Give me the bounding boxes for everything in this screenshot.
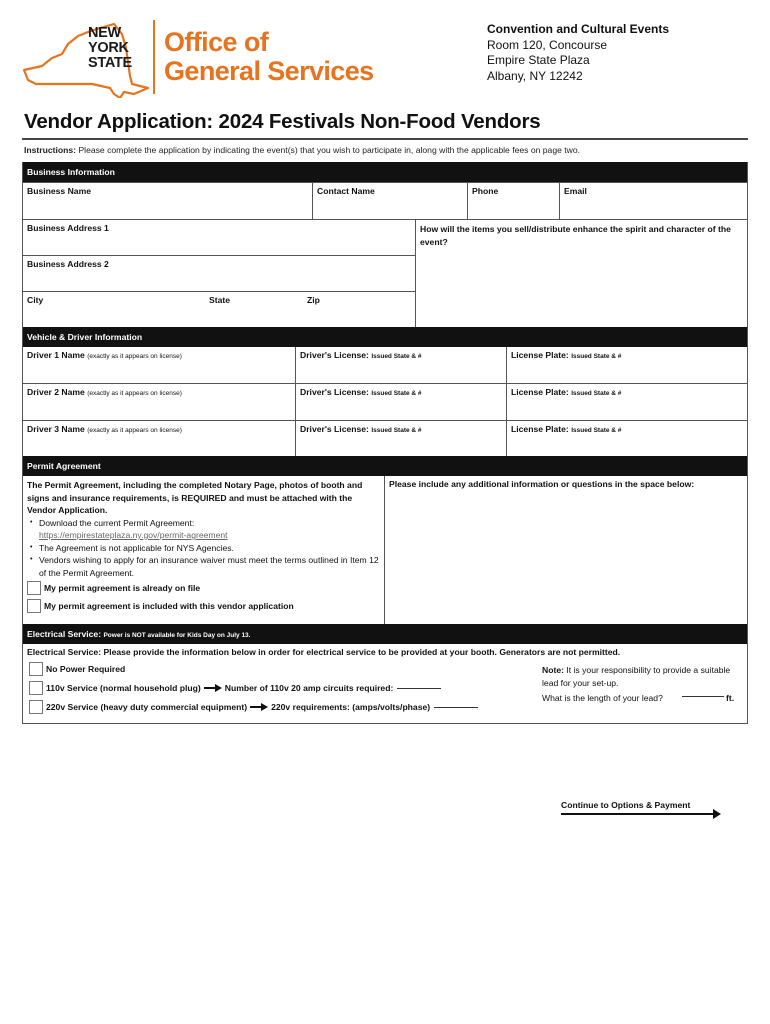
driver-name-label: Driver 1 Name [27,350,85,360]
city-label: City [27,295,44,305]
lead-note [542,664,742,689]
address-line3: Albany, NY 12242 [487,68,583,83]
driver-3-name-field[interactable] [23,421,296,456]
license-plate-hint: Issued State & # [571,353,622,360]
permit-section-header: Permit Agreement [23,456,747,476]
nys-ogs-logo [22,20,402,100]
office-name-line1: Office of [164,27,269,57]
state-label: State [209,295,231,305]
driver-license-hint: Issued State & # [371,390,422,397]
vendor-form [22,162,748,724]
title-divider [22,138,748,140]
110v-checkbox[interactable] [29,681,43,695]
permit-details [23,476,385,624]
driver-2-name-field[interactable] [23,384,296,420]
city-field[interactable] [23,292,205,327]
no-power-label: No Power Required [46,664,126,674]
driver-name-label: Driver 2 Name [27,387,85,397]
driver-name-hint: (exactly as it appears on license) [87,427,182,434]
instructions [24,145,580,155]
permit-on-file-label: My permit agreement is already on file [44,583,201,593]
driver-row-2 [23,383,747,420]
address-dept: Convention and Cultural Events [487,22,670,36]
email-field[interactable] [560,183,747,219]
driver-1-license-field[interactable] [296,347,507,383]
driver-name-hint: (exactly as it appears on license) [87,390,182,397]
110v-circuits-label: Number of 110v 20 amp circuits required: [224,683,394,693]
lead-length-question: What is the length of your lead? [542,693,663,703]
office-name-line2: General Services [164,56,374,86]
arrow-right-icon [204,684,222,692]
additional-info-field[interactable] [385,476,747,624]
business-address2-label: Business Address 2 [27,259,109,269]
continue-to-payment-link[interactable]: Continue to Options & Payment [561,800,691,810]
license-plate-label: License Plate: [511,350,569,360]
state-word-2: YORK [88,40,129,56]
driver-2-plate-field[interactable] [507,384,747,420]
permit-row [23,476,747,624]
electrical-intro-label: Electrical Service: [27,647,102,657]
zip-label: Zip [307,295,320,305]
driver-license-hint: Issued State & # [371,427,422,434]
driver-license-label: Driver's License: [300,387,369,397]
continue-arrow-line [561,813,713,815]
permit-on-file-option [27,581,380,595]
business-name-label: Business Name [27,186,92,196]
state-field[interactable] [205,292,303,327]
contact-name-label: Contact Name [317,186,375,196]
note-text: It is your responsibility to provide a suitable lead for your set-up. [542,665,731,688]
arrow-right-icon [250,703,268,711]
business-row-1 [23,182,747,219]
new-york-state-map-icon [22,22,152,98]
business-section-header: Business Information [23,162,747,182]
no-power-checkbox[interactable] [29,662,43,676]
vehicle-section-header: Vehicle & Driver Information [23,327,747,347]
110v-option [29,681,441,695]
email-label: Email [564,186,587,196]
driver-license-hint: Issued State & # [371,353,422,360]
electrical-section-header [23,624,747,644]
permit-included-option [27,599,380,613]
note-label: Note: [542,665,564,675]
additional-info-label: Please include any additional information or questions in the space below: [389,479,695,489]
page-title: Vendor Application: 2024 Festivals Non-Food Vendors [24,110,541,133]
permit-intro: The Permit Agreement, including the completed Notary Page, photos of booth and signs and insurance requirements, is REQUIRED and must be attached with the Vendor Application. [27,480,363,515]
electrical-intro [27,647,743,657]
permit-bullet-3: • Vendors wishing to apply for an insurance waiver must meet the terms outlined in Item 12 of the Permit Agreement. [27,554,380,579]
220v-label: 220v Service (heavy duty commercial equipment) [46,702,248,712]
lead-length-unit: ft. [726,693,735,703]
electrical-intro-text: Please provide the information below in order for electrical service to be provided at your booth. Generators are not permitted. [103,647,621,657]
event-enhance-question: How will the items you sell/distribute enhance the spirit and character of the event? [420,224,731,247]
permit-included-label: My permit agreement is included with this vendor application [44,601,294,611]
zip-field[interactable] [303,292,415,327]
state-word-3: STATE [88,55,132,71]
phone-field[interactable] [468,183,560,219]
driver-row-3 [23,420,747,456]
city-state-zip-row [23,292,415,327]
permit-agreement-link[interactable]: https://empirestateplaza.ny.gov/permit-agreement [39,530,228,540]
220v-option [29,700,478,714]
driver-license-label: Driver's License: [300,350,369,360]
driver-1-name-field[interactable] [23,347,296,383]
instructions-text: Please complete the application by indicating the event(s) that you wish to participate in, along with the applicable fees on page two. [78,145,581,155]
electrical-header-label: Electrical Service: [27,629,102,639]
driver-name-label: Driver 3 Name [27,424,85,434]
event-enhance-field[interactable] [416,220,747,327]
driver-3-plate-field[interactable] [507,421,747,456]
driver-3-license-field[interactable] [296,421,507,456]
office-name [164,28,374,86]
state-wordmark [88,26,132,71]
office-address [487,22,669,84]
business-address1-label: Business Address 1 [27,223,109,233]
license-plate-hint: Issued State & # [571,427,622,434]
electrical-body [23,644,747,723]
220v-checkbox[interactable] [29,700,43,714]
220v-requirements-label: 220v requirements: (amps/volts/phase) [271,702,431,712]
address-line2: Empire State Plaza [487,53,590,67]
license-plate-label: License Plate: [511,387,569,397]
driver-license-label: Driver's License: [300,424,369,434]
business-row-2 [23,219,747,327]
lead-length-input[interactable] [682,696,724,697]
driver-1-plate-field[interactable] [507,347,747,383]
contact-name-field[interactable] [313,183,468,219]
permit-bullet-2: • The Agreement is not applicable for NYS Agencies. [27,542,380,555]
permit-included-checkbox[interactable] [27,599,41,613]
arrow-right-icon [713,809,721,819]
phone-label: Phone [472,186,499,196]
license-plate-label: License Plate: [511,424,569,434]
license-plate-hint: Issued State & # [571,390,622,397]
220v-requirements-input[interactable] [434,707,478,708]
driver-2-license-field[interactable] [296,384,507,420]
business-address2-field[interactable] [23,256,415,292]
driver-row-1 [23,347,747,383]
110v-label: 110v Service (normal household plug) [46,683,201,693]
electrical-header-note: Power is NOT available for Kids Day on July 13. [103,632,251,639]
permit-bullet-download [27,517,380,542]
permit-on-file-checkbox[interactable] [27,581,41,595]
lead-length-row [542,693,742,703]
state-word-1: NEW [88,25,121,41]
110v-circuits-input[interactable] [397,688,441,689]
address-line1: Room 120, Concourse [487,37,608,52]
business-address1-field[interactable] [23,220,415,256]
instructions-label: Instructions: [24,145,77,155]
business-address-block [23,220,416,327]
business-name-field[interactable] [23,183,313,219]
permit-bullet-1-text: Download the current Permit Agreement: [39,517,195,528]
driver-name-hint: (exactly as it appears on license) [87,353,182,360]
logo-divider [153,20,155,94]
no-power-option [29,662,125,676]
